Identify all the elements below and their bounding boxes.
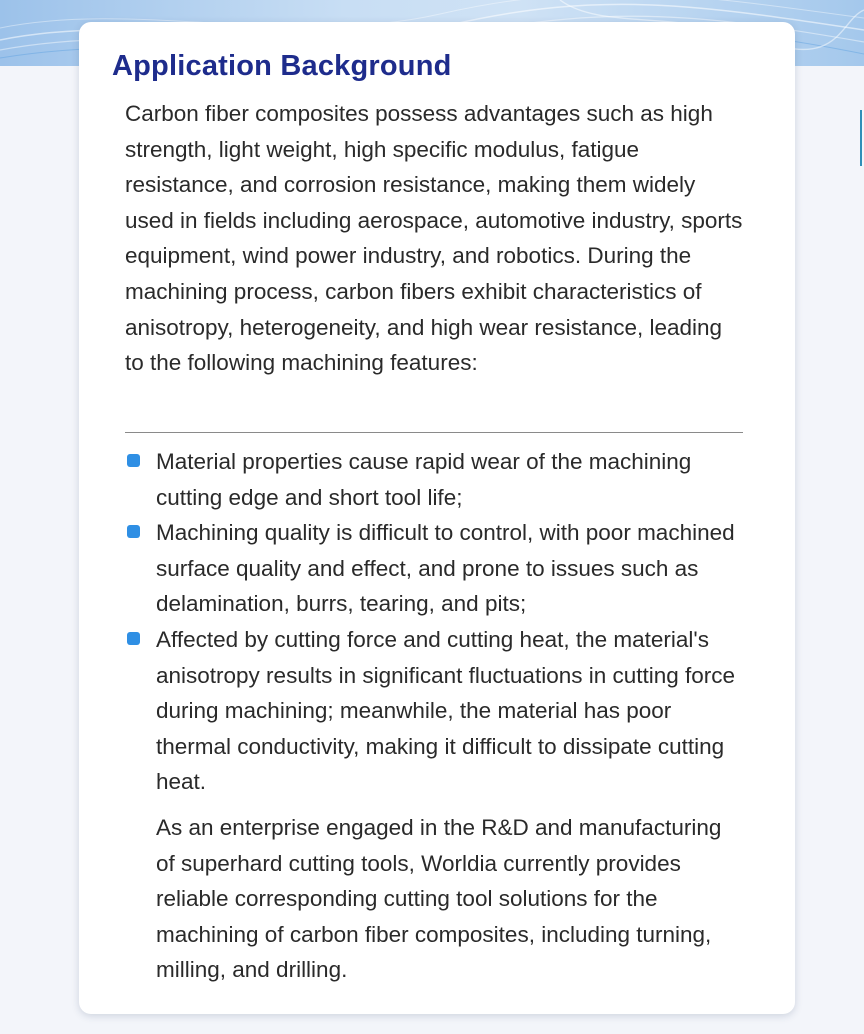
blue-square-bullet-icon — [127, 454, 140, 467]
list-item — [127, 515, 743, 622]
section-title: Application Background — [112, 50, 452, 82]
blue-square-bullet-icon — [127, 525, 140, 538]
closing-paragraph: As an enterprise engaged in the R&D and manufacturing of superhard cutting tools, Worldia currently provides reliable corresponding cutting tool solutions for the machining of carbon fiber composites, including turning, milling, and drilling. — [156, 815, 722, 983]
list-item-text: Machining quality is difficult to control, with poor machined surface quality and effect, and prone to issues such as delamination, burrs, tearing, and pits; — [156, 520, 735, 617]
list-item-text: Affected by cutting force and cutting heat, the material's anisotropy results in significant fluctuations in cutting force during machining; meanwhile, the material has poor thermal conductivity, making it difficult to dissipate cutting heat. — [156, 626, 736, 795]
content-card — [79, 22, 795, 1014]
list-item — [127, 622, 743, 800]
list-item — [127, 444, 743, 515]
feature-list — [127, 444, 743, 800]
blue-square-bullet-icon — [127, 632, 140, 645]
intro-paragraph: Carbon fiber composites possess advantages such as high strength, light weight, high specific modulus, fatigue resistance, and corrosion resistance, making them widely used in fields including aerospace, automotive industry, sports equipment, wind power industry, and robotics. During the machining process, carbon fibers exhibit characteristics of anisotropy, heterogeneity, and high wear resistance, leading to the following machining features: — [125, 101, 743, 376]
right-accent-line — [860, 110, 862, 166]
list-item-text: Material properties cause rapid wear of the machining cutting edge and short tool life; — [156, 449, 692, 510]
divider — [125, 432, 743, 433]
